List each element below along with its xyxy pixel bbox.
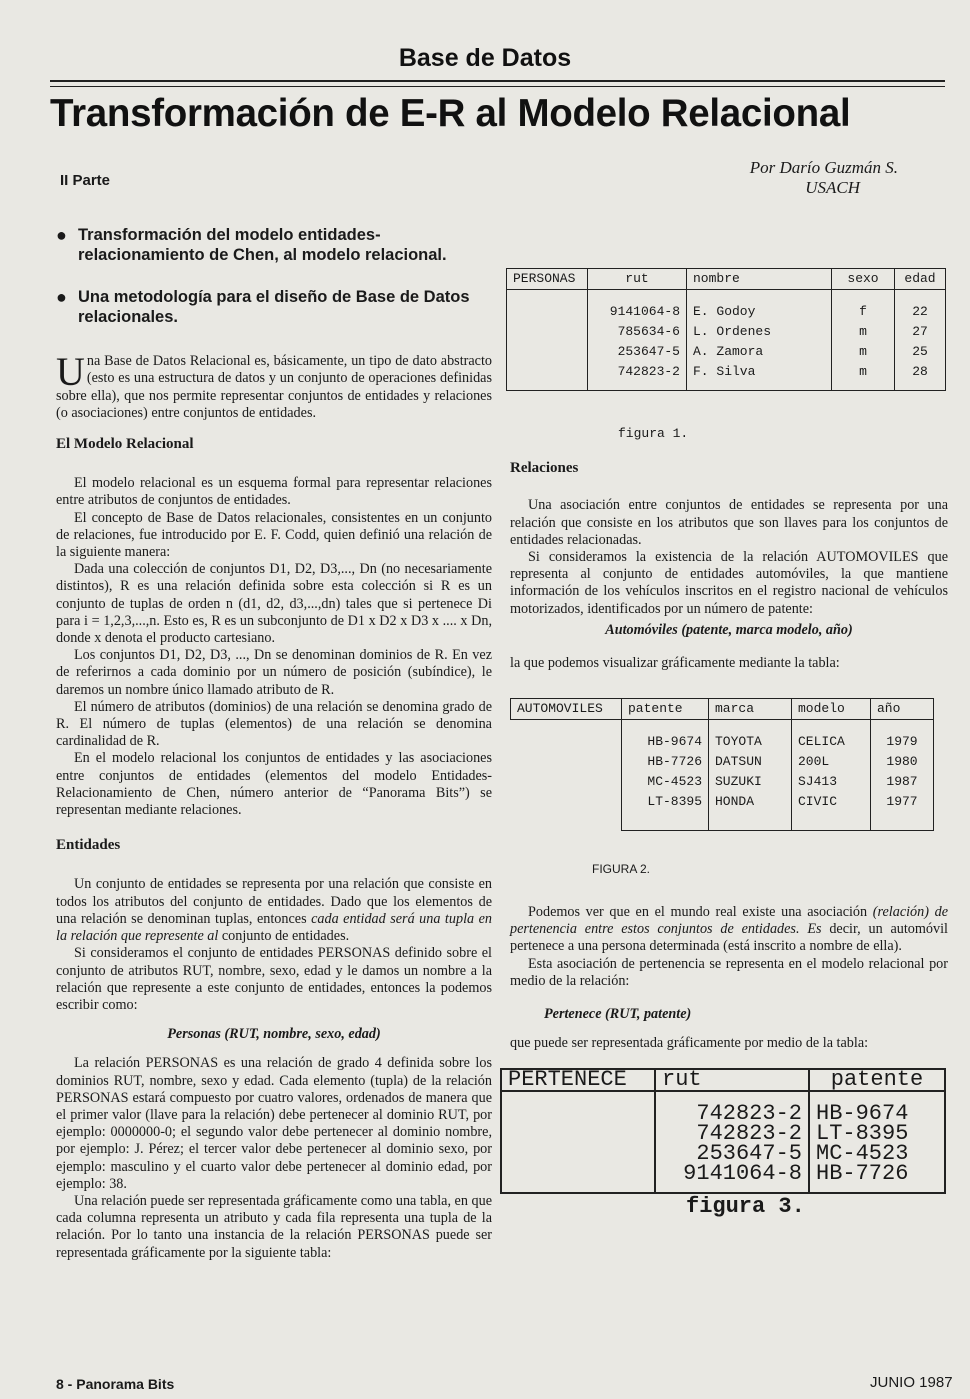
heading-modelo-relacional: El Modelo Relacional — [56, 436, 194, 453]
cell: CELICA — [792, 732, 871, 752]
cell: LT-8395 — [622, 792, 709, 812]
institution: USACH — [805, 178, 860, 197]
cell: HB-7726 — [622, 752, 709, 772]
cell: MC-4523 — [622, 772, 709, 792]
spacer-cell — [511, 812, 622, 830]
cell: m — [832, 342, 895, 362]
figure-1-table — [506, 268, 946, 391]
cell: HB-9674 — [622, 732, 709, 752]
spacer-cell — [832, 290, 895, 303]
cell: 1987 — [871, 772, 934, 792]
cell: 253647-5 — [655, 1144, 809, 1164]
paragraph: Los conjuntos D1, D2, D3, ..., Dn se denominan dominios de R. En vez de referirnos a cada dominio por un número de posición (subíndice), le daremos un nombre único llamado atributo de R. — [56, 647, 492, 698]
summary-bullet — [56, 287, 492, 327]
cell: LT-8395 — [809, 1124, 945, 1144]
spacer-cell — [832, 382, 895, 391]
figure-2-table — [510, 698, 934, 831]
table-header: patente — [809, 1069, 945, 1091]
paragraph: Una relación puede ser representada gráficamente como una tabla, en que cada columna representa un atributo y cada fila representa una tupla de la relación. Por lo tanto una instancia de la relación PERSONAS puede ser representada gráficamente por la siguiente tabla: — [56, 1192, 492, 1261]
paragraph: En el modelo relacional los conjuntos de entidades y las asociaciones entre conjuntos de entidades (elementos del modelo Entidades-Relacionamiento de Chen, número anterior de “Panorama Bits”) se representan mediante relaciones. — [56, 750, 492, 819]
spacer-cell — [792, 812, 871, 830]
cell: MC-4523 — [809, 1144, 945, 1164]
cell: 742823-2 — [588, 362, 687, 382]
table-row — [511, 772, 934, 792]
spacer-cell — [895, 382, 946, 391]
spacer-cell — [501, 1184, 655, 1193]
spacer-cell — [792, 720, 871, 733]
paragraph: La relación PERSONAS es una relación de grado 4 definida sobre los dominios RUT, nombre, sexo y edad. Cada elemento (tupla) de la relación PERSONAS estará compuesto por cuatro valores, ordenados de manera que el primer valor (llave para la relación) debe pertenecer al dominio RUT, por ejemplo: 0000000-0; el segundo valor debe pertenecer al dominio nombre, por ejemplo: J. Pérez; el tercer valor debe pertenecer al dominio sexo, por ejemplo: masculino y el cuarto valor debe pertenecer al dominio edad, por ejemplo: 38. — [56, 1055, 492, 1192]
spacer-cell — [709, 720, 792, 733]
cell: CIVIC — [792, 792, 871, 812]
figure-2-caption: FIGURA 2. — [592, 861, 651, 876]
spacer-cell — [871, 812, 934, 830]
italic-run: cada entidad será una tupla en la relación que represente al — [56, 910, 492, 945]
empty-cell — [511, 792, 622, 812]
byline — [510, 158, 948, 198]
cell: HB-7726 — [809, 1164, 945, 1184]
text-run: Un conjunto de entidades se representa por una relación que consiste en todos los atributos del conjunto de entidades. Dado que los elementos de una relación se denominan tuplas, entonces — [56, 876, 492, 927]
paragraph: El modelo relacional es un esquema formal para representar relaciones entre atributos de conjuntos de entidades. — [56, 475, 492, 509]
cell: 1977 — [871, 792, 934, 812]
spacer-cell — [588, 290, 687, 303]
empty-cell — [511, 732, 622, 752]
empty-cell — [507, 322, 588, 342]
left-column — [56, 166, 492, 1262]
paragraph: la que podemos visualizar gráficamente mediante la tabla: — [510, 655, 840, 672]
article-title: Transformación de E-R al Modelo Relacional — [50, 92, 851, 135]
table-row — [511, 732, 934, 752]
cell: L. Ordenes — [687, 322, 832, 342]
table-header: patente — [622, 699, 709, 720]
figure-3-table — [500, 1068, 946, 1194]
heading-relaciones: Relaciones — [510, 460, 579, 477]
empty-cell — [507, 302, 588, 322]
spacer-cell — [507, 382, 588, 391]
paragraph: Dada una colección de conjuntos D1, D2, D3,..., Dn (no necesariamente distintos), R es una relación definida sobre esta colección si R es un conjunto de tuplas de orden n (d1, d2, d3,...,dn) tales que si pertenece Di para i = 1,2,3,...,n. Esto es, R es un subconjunto de D1 x D2 x D3 x .... x Dn, donde x denota el producto cartesiano. — [56, 561, 492, 647]
table-header: edad — [895, 269, 946, 290]
table-name: PERTENECE — [501, 1069, 655, 1091]
intro-paragraph — [56, 349, 492, 422]
cell: 22 — [895, 302, 946, 322]
bullet-icon: ● — [56, 225, 67, 246]
cell: 1980 — [871, 752, 934, 772]
footer-page-number: 8 - Panorama Bits — [56, 1376, 175, 1392]
table-header: marca — [709, 699, 792, 720]
paragraph: que puede ser representada gráficamente por medio de la tabla: — [510, 1035, 869, 1052]
spacer-cell — [511, 720, 622, 733]
cell: 785634-6 — [588, 322, 687, 342]
text-run: decir, un automóvil pertenece a una persona determinada (está inscrito a nombre de ella). — [510, 921, 949, 955]
empty-cell — [511, 772, 622, 792]
spacer-cell — [871, 720, 934, 733]
paragraph — [510, 904, 948, 956]
empty-cell — [501, 1144, 655, 1164]
table-row — [511, 752, 934, 772]
cell: 200L — [792, 752, 871, 772]
right-column — [508, 158, 949, 1220]
cell: E. Godoy — [687, 302, 832, 322]
bullet-icon: ● — [56, 287, 67, 308]
cell: TOYOTA — [709, 732, 792, 752]
cell: 25 — [895, 342, 946, 362]
empty-cell — [511, 752, 622, 772]
italic-run: (relación) de pertenencia entre estos conjuntos de entidades. Es — [510, 903, 948, 938]
cell: m — [832, 362, 895, 382]
table-row — [507, 362, 946, 382]
paragraph: Esta asociación de pertenencia se representa en el modelo relacional por medio de la relación: — [510, 955, 948, 989]
paragraph: El número de atributos (dominios) de una relación se denomina grado de R. El número de tuplas (elementos) de una relación se denomina cardinalidad de R. — [56, 698, 492, 750]
empty-cell — [501, 1124, 655, 1144]
figure-3-caption: figura 3. — [686, 1194, 805, 1220]
section-header: Base de Datos — [398, 44, 572, 72]
spacer-cell — [895, 290, 946, 303]
empty-cell — [507, 362, 588, 382]
paragraph: Una asociación entre conjuntos de entidades se representa por una relación que consiste en los atributos que son llaves para los conjuntos de entidades relacionadas. — [510, 497, 948, 548]
table-name: PERSONAS — [507, 269, 588, 290]
part-label: II Parte — [60, 172, 111, 189]
paragraph — [56, 876, 492, 945]
table-header: sexo — [832, 269, 895, 290]
paragraph: Si consideramos la existencia de la relación AUTOMOVILES que representa al conjunto de entidades automóviles, la que mantiene información de los vehículos inscritos en el registro nacional de vehículos motorizados, identificados por un número de patente: — [510, 549, 948, 617]
summary-bullet — [56, 225, 492, 265]
table-row — [511, 792, 934, 812]
drop-cap: U — [56, 349, 85, 395]
text-run: Podemos ver que en el mundo real existe una asociación — [528, 903, 873, 920]
table-header: rut — [655, 1069, 809, 1091]
table-header: nombre — [687, 269, 832, 290]
spacer-cell — [507, 290, 588, 303]
formula-automoviles: Automóviles (patente, marca modelo, año) — [605, 621, 853, 638]
cell: 1979 — [871, 732, 934, 752]
cell: 9141064-8 — [588, 302, 687, 322]
spacer-cell — [622, 720, 709, 733]
empty-cell — [507, 342, 588, 362]
header-rule — [50, 80, 945, 82]
empty-cell — [501, 1104, 655, 1124]
heading-entidades: Entidades — [56, 837, 121, 854]
paragraph: El concepto de Base de Datos relacionales, consistentes en un conjunto de relaciones, fue introducido por E. F. Codd, quien definió una relación de la siguiente manera: — [56, 509, 492, 561]
cell: 742823-2 — [655, 1104, 809, 1124]
empty-cell — [501, 1164, 655, 1184]
spacer-cell — [709, 812, 792, 830]
spacer-cell — [687, 382, 832, 391]
cell: DATSUN — [709, 752, 792, 772]
cell: SJ413 — [792, 772, 871, 792]
paragraph: Si consideramos el conjunto de entidades PERSONAS definido sobre el conjunto de atributos RUT, nombre, sexo, edad y le damos un nombre a la relación que represente a este conjunto de entidades, entonces la podemos escribir como: — [56, 945, 492, 1013]
spacer-cell — [622, 812, 709, 830]
author: Por Darío Guzmán S. — [749, 158, 898, 177]
table-header: rut — [588, 269, 687, 290]
table-row — [501, 1164, 945, 1184]
table-row — [507, 322, 946, 342]
table-header: año — [871, 699, 934, 720]
cell: 28 — [895, 362, 946, 382]
summary-bullet-text: Una metodología para el diseño de Base de Datos relacionales. — [78, 288, 470, 327]
intro-text: na Base de Datos Relacional es, básicamente, un tipo de dato abstracto (esto es una estructura de datos y un conjunto de operaciones definidas sobre ella), que nos permite representar conjuntos de entidades y relaciones (o asociaciones) entre conjuntos de entidades. — [56, 353, 492, 421]
footer-date: JUNIO 1987 — [870, 1374, 953, 1391]
spacer-cell — [687, 290, 832, 303]
cell: HB-9674 — [809, 1104, 945, 1124]
cell: SUZUKI — [709, 772, 792, 792]
cell: A. Zamora — [687, 342, 832, 362]
table-name: AUTOMOVILES — [511, 699, 622, 720]
table-row — [507, 302, 946, 322]
table-row — [507, 342, 946, 362]
cell: 27 — [895, 322, 946, 342]
table-header: modelo — [792, 699, 871, 720]
text-run: conjunto de entidades. — [218, 928, 350, 945]
cell: f — [832, 302, 895, 322]
spacer-cell — [501, 1091, 655, 1104]
spacer-cell — [588, 382, 687, 391]
cell: F. Silva — [687, 362, 832, 382]
formula-pertenece: Pertenece (RUT, patente) — [544, 1005, 692, 1022]
formula-personas: Personas (RUT, nombre, sexo, edad) — [167, 1026, 381, 1043]
cell: m — [832, 322, 895, 342]
cell: 742823-2 — [655, 1124, 809, 1144]
cell: HONDA — [709, 792, 792, 812]
cell: 253647-5 — [588, 342, 687, 362]
figure-1-caption: figura 1. — [618, 426, 689, 441]
header-rule-thin — [50, 86, 945, 87]
cell: 9141064-8 — [655, 1164, 809, 1184]
summary-bullet-text: Transformación del modelo entidades-relacionamiento de Chen, al modelo relacional. — [78, 226, 447, 265]
